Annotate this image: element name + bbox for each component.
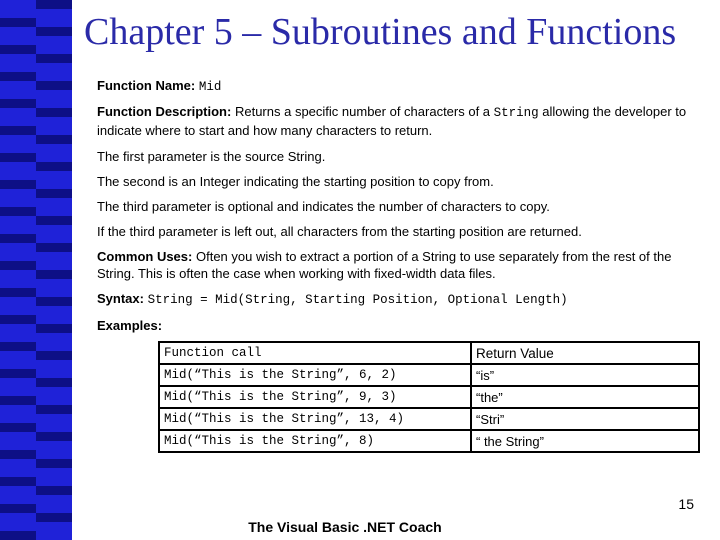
common-uses-text: Often you wish to extract a portion of a String to use separately from the rest of the String. This is often the case when working with fixed-width data files. [97, 249, 672, 281]
function-description [97, 103, 687, 139]
function-call-cell: Mid(“This is the String”, 13, 4) [159, 408, 471, 430]
description-text-after: allowing the developer to indicate where to start and how many characters to return. [97, 104, 687, 138]
examples-table [158, 341, 700, 453]
function-name-label: Function Name: [97, 78, 196, 93]
table-row [159, 364, 699, 386]
return-value-cell: “Stri” [471, 408, 699, 430]
param-line-4: If the third parameter is left out, all characters from the starting position are returned. [97, 224, 582, 239]
decorative-side-stripe [0, 0, 72, 540]
table-row [159, 408, 699, 430]
header-function-call: Function call [159, 342, 471, 364]
table-row [159, 430, 699, 452]
function-name-line [97, 77, 687, 96]
table-row [159, 386, 699, 408]
function-call-cell: Mid(“This is the String”, 8) [159, 430, 471, 452]
common-uses-label: Common Uses: [97, 249, 193, 264]
header-return-value: Return Value [471, 342, 699, 364]
function-name-value: Mid [198, 80, 222, 94]
return-value-cell: “the” [471, 386, 699, 408]
footer-text: The Visual Basic .NET Coach [248, 519, 442, 535]
table-header-row [159, 342, 699, 364]
function-call-cell: Mid(“This is the String”, 6, 2) [159, 364, 471, 386]
slide-title: Chapter 5 – Subroutines and Functions [84, 11, 677, 53]
return-value-cell: “is” [471, 364, 699, 386]
slide-body [97, 77, 687, 334]
param-line-3: The third parameter is optional and indicates the number of characters to copy. [97, 199, 550, 214]
param-line-2: The second is an Integer indicating the starting position to copy from. [97, 174, 494, 189]
return-value-cell: “ the String” [471, 430, 699, 452]
common-uses [97, 248, 687, 282]
syntax-label: Syntax: [97, 291, 144, 306]
param-line-1: The first parameter is the source String. [97, 149, 326, 164]
function-call-cell: Mid(“This is the String”, 9, 3) [159, 386, 471, 408]
decorative-side-stripe-column [36, 0, 72, 540]
examples-label: Examples: [97, 318, 163, 333]
description-text-before: Returns a specific number of characters of a [234, 104, 491, 119]
syntax-line [97, 290, 687, 309]
page-number: 15 [678, 496, 694, 512]
syntax-code: String = Mid(String, Starting Position, Optional Length) [147, 293, 568, 307]
description-label: Function Description: [97, 104, 232, 119]
description-code: String [493, 106, 539, 120]
